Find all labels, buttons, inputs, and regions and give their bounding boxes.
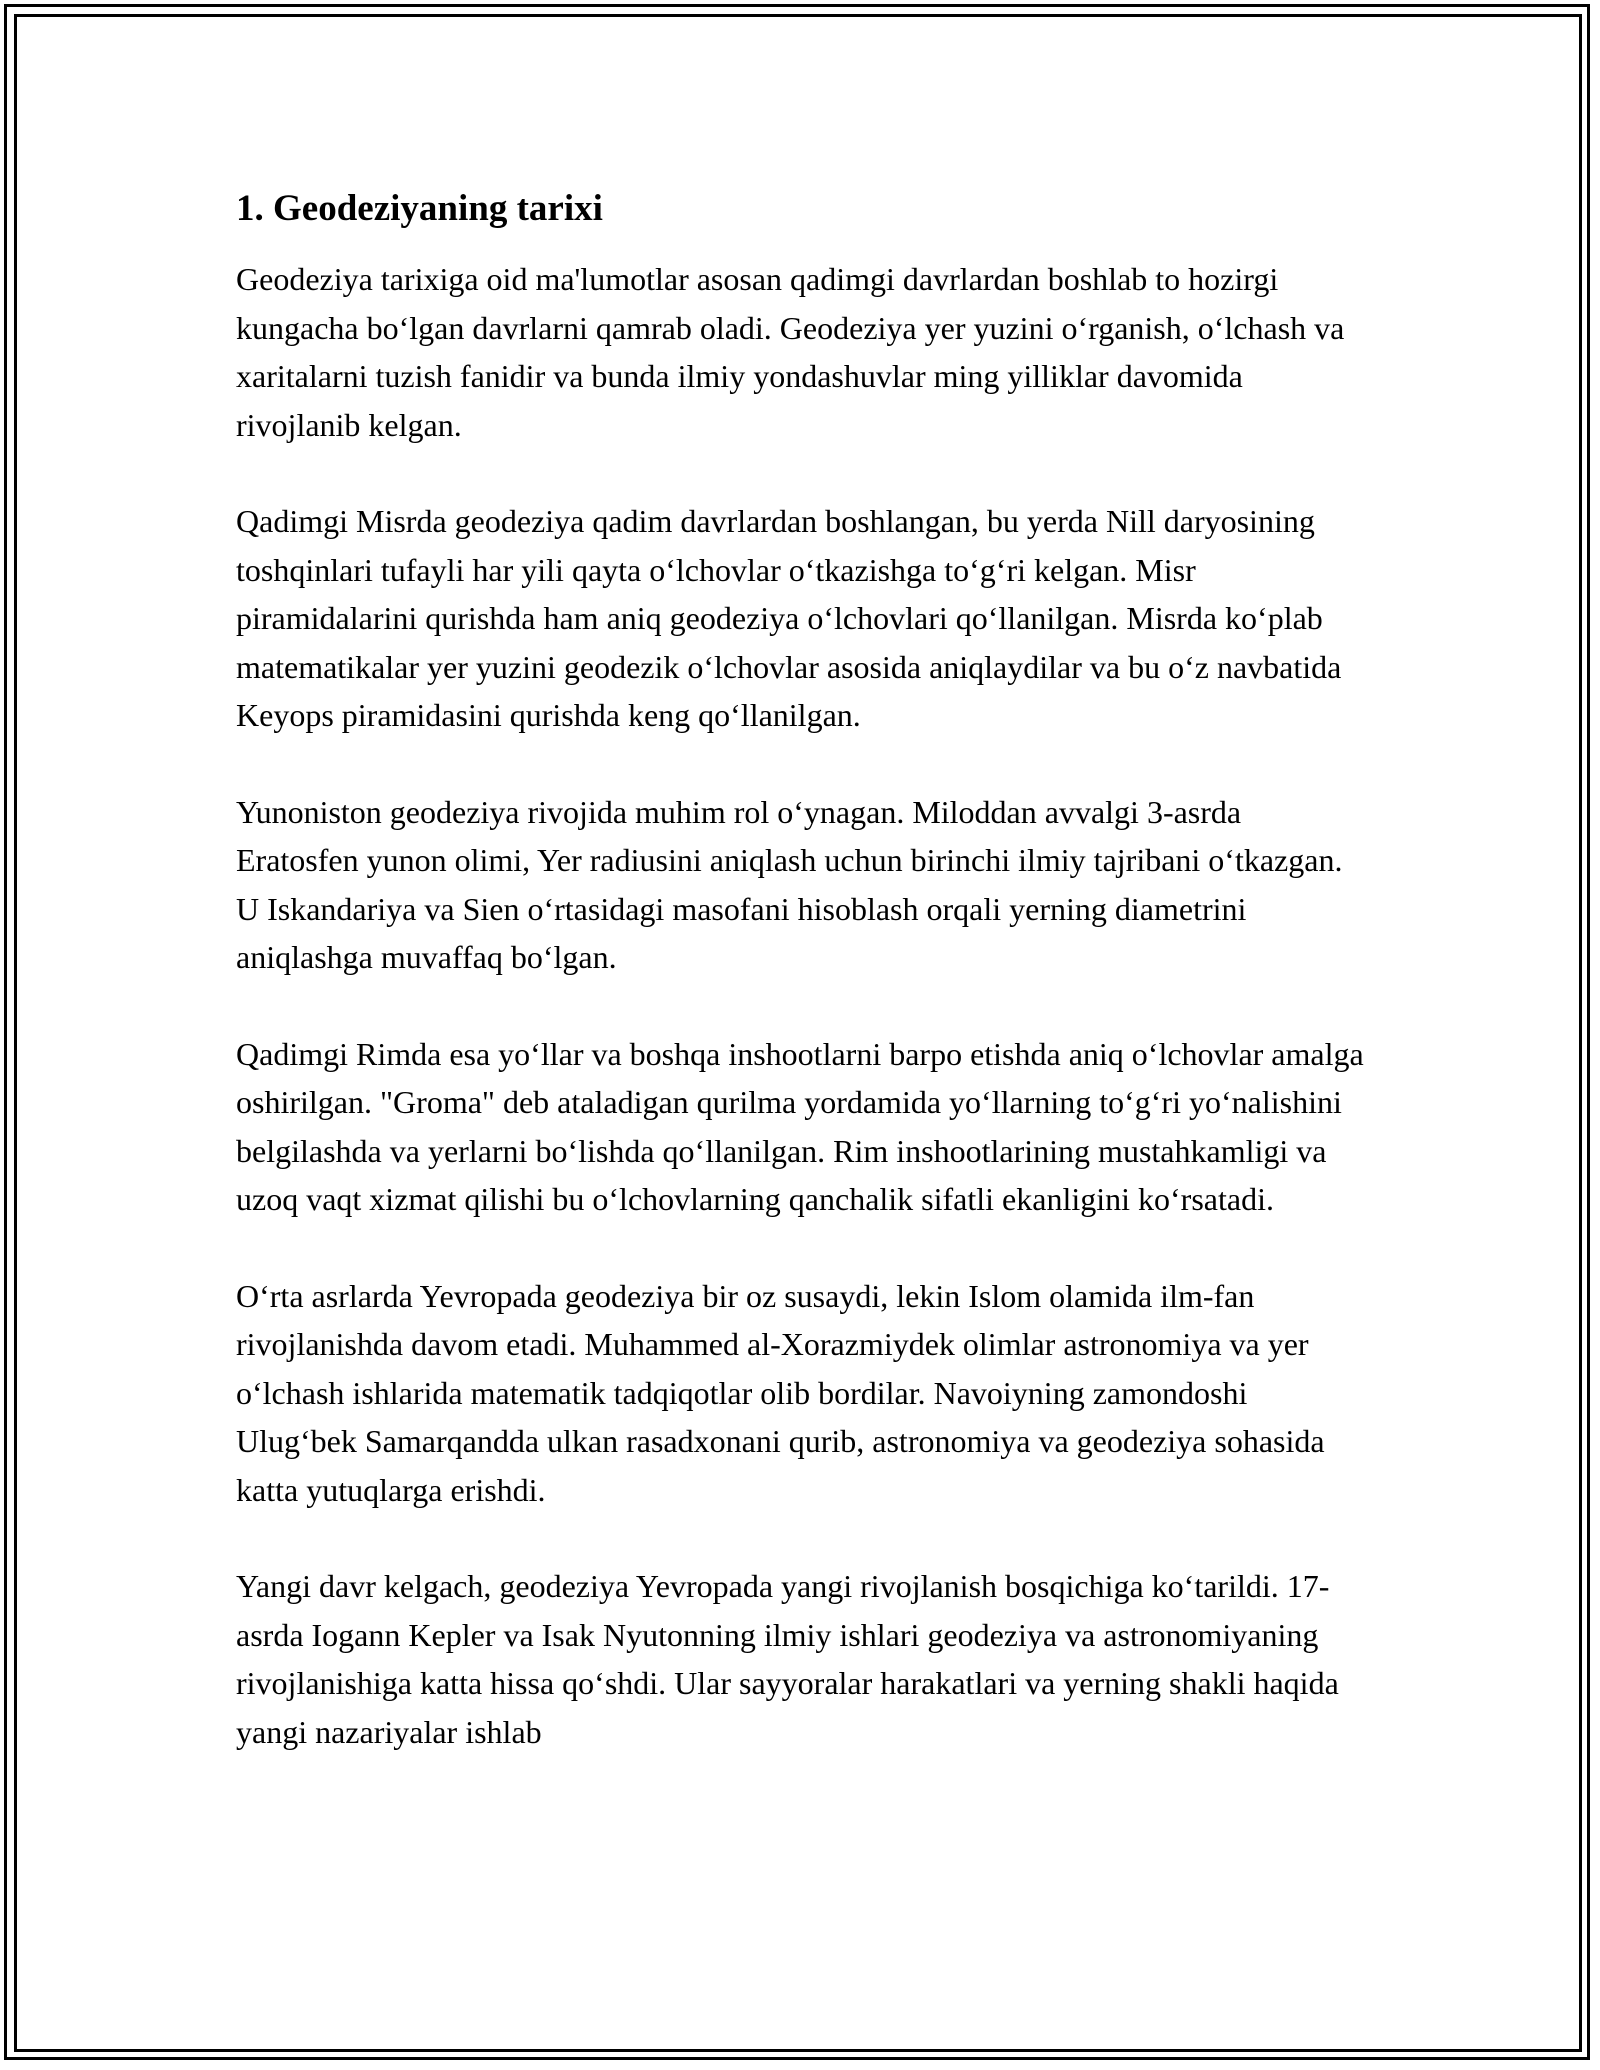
paragraph-rome: Qadimgi Rimda esa yo‘llar va boshqa inshootlarni barpo etishda aniq o‘lchovlar amalga oshirilgan. "Groma" deb ataladigan qurilma yordamida yo‘llarning to‘g‘ri yo‘nalishini belgilashda va yerlarni bo‘lishda qo‘llanilgan. Rim inshootlarining mustahkamligi va uzoq vaqt xizmat qilishi bu o‘lchovlarning qanchalik sifatli ekanligini ko‘rsatadi. <box>236 1035 1364 1217</box>
document-body <box>236 185 1366 1804</box>
paragraph-intro: Geodeziya tarixiga oid ma'lumotlar asosan qadimgi davrlardan boshlab to hozirgi kungacha bo‘lgan davrlarni qamrab oladi. Geodeziya yer yuzini o‘rganish, o‘lchash va xaritalarni tuzish fanidir va bunda ilmiy yondashuvlar ming yilliklar davomida rivojlanib kelgan. <box>236 261 1345 443</box>
paragraph-modern-era: Yangi davr kelgach, geodeziya Yevropada yangi rivojlanish bosqichiga ko‘tarildi. 17-asrda Iogann Kepler va Isak Nyutonning ilmiy ishlari geodeziya va astronomiyaning rivojlanishiga katta hissa qo‘shdi. Ular sayyoralar harakatlari va yerning shakli haqida yangi nazariyalar ishlab <box>236 1568 1339 1750</box>
paragraph-middle-ages: O‘rta asrlarda Yevropada geodeziya bir oz susaydi, lekin Islom olamida ilm-fan rivojlanishda davom etadi. Muhammed al-Xorazmiydek olimlar astronomiya va yer o‘lchash ishlarida matematik tadqiqotlar olib bordilar. Navoiyning zamondoshi Ulug‘bek Samarqandda ulkan rasadxonani qurib, astronomiya va geodeziya sohasida katta yutuqlarga erishdi. <box>236 1277 1325 1508</box>
section-heading: 1. Geodeziyaning tarixi <box>236 188 603 229</box>
paragraph-egypt: Qadimgi Misrda geodeziya qadim davrlardan boshlangan, bu yerda Nill daryosining toshqinlari tufayli har yili qayta o‘lchovlar o‘tkazishga to‘g‘ri kelgan. Misr piramidalarini qurishda ham aniq geodeziya o‘lchovlari qo‘llanilgan. Misrda ko‘plab matematikalar yer yuzini geodezik o‘lchovlar asosida aniqlaydilar va bu o‘z navbatida Keyops piramidasini qurishda keng qo‘llanilgan. <box>236 503 1342 733</box>
paragraph-greece: Yunoniston geodeziya rivojida muhim rol o‘ynagan. Miloddan avvalgi 3-asrda Eratosfen yunon olimi, Yer radiusini aniqlash uchun birinchi ilmiy tajribani o‘tkazgan. U Iskandariya va Sien o‘rtasidagi masofani hisoblash orqali yerning diametrini aniqlashga muvaffaq bo‘lgan. <box>236 793 1343 975</box>
